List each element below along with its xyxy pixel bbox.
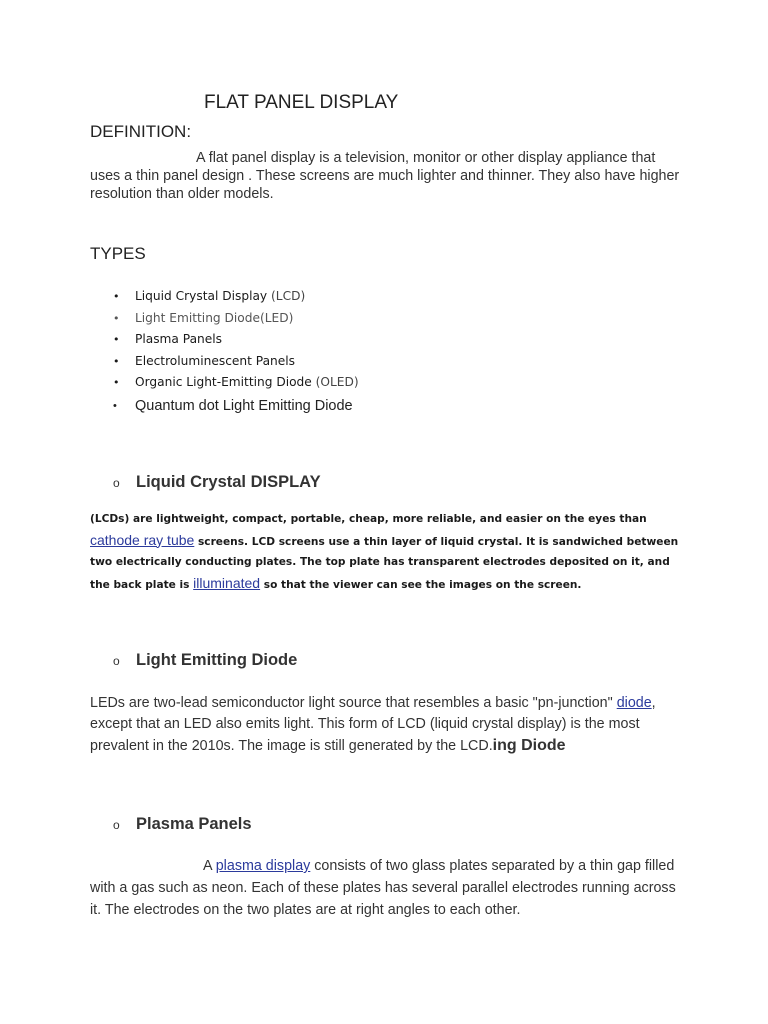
led-text-tail: ing Diode: [492, 737, 566, 754]
led-heading: [113, 651, 297, 670]
bullet-icon: •: [113, 311, 120, 325]
lcd-text-part: so that the viewer can see the images on the screen.: [260, 578, 582, 591]
list-item: [90, 372, 359, 394]
page-title: FLAT PANEL DISPLAY: [204, 92, 399, 113]
list-item: [90, 286, 359, 308]
list-item: [90, 394, 359, 418]
type-abbr: (LCD): [271, 289, 306, 303]
circle-bullet-icon: o: [113, 476, 120, 490]
led-heading-text: Light Emitting Diode: [136, 651, 298, 669]
type-name: Plasma Panels: [135, 332, 222, 347]
definition-heading: DEFINITION:: [90, 122, 192, 141]
definition-text: A flat panel display is a television, monitor or other display appliance that uses a thin panel design . These screens are much lighter and thinner. They also have higher resolution than older models.: [90, 150, 680, 202]
definition-paragraph: [90, 149, 682, 203]
lcd-heading-text: Liquid Crystal DISPLAY: [136, 473, 321, 491]
led-text-part: LEDs are two-lead semiconductor light source that resembles a basic "pn-junction": [90, 695, 617, 711]
cathode-ray-tube-link[interactable]: cathode ray tube: [90, 531, 195, 548]
type-name: Quantum dot Light Emitting Diode: [135, 397, 353, 414]
circle-bullet-icon: o: [113, 818, 120, 832]
plasma-heading: [113, 815, 252, 834]
lcd-text-part: (LCDs) are lightweight, compact, portable, cheap, more reliable, and easier on the eyes than: [90, 513, 647, 525]
plasma-text-part: A: [203, 858, 216, 874]
led-text-part: , except that an LED also emits light. This form of LCD (liquid crystal display) is the most prevalent in the 2010s. The image is still generated by the LCD.: [90, 695, 656, 754]
circle-bullet-icon: o: [113, 654, 120, 668]
list-item: [90, 329, 359, 351]
led-paragraph: [90, 693, 680, 757]
plasma-text-part: consists of two glass plates separated by a thin gap filled with a gas such as neon. Each of these plates has several parallel electrodes running across it. The electrodes on the two plates are at right angles to each other.: [90, 858, 676, 918]
type-name: Organic Light-Emitting Diode: [135, 375, 316, 390]
bullet-icon: •: [113, 354, 120, 368]
diode-link[interactable]: diode: [616, 695, 652, 711]
list-item: [90, 351, 359, 373]
bullet-icon: •: [113, 399, 117, 412]
bullet-icon: •: [113, 376, 120, 390]
lcd-paragraph: [90, 509, 690, 595]
types-list: [90, 286, 359, 418]
plasma-display-link[interactable]: plasma display: [215, 858, 311, 874]
lcd-heading: [113, 473, 321, 492]
type-abbr: (OLED): [315, 375, 359, 390]
lcd-text-part: screens. LCD screens use a thin layer of liquid crystal. It is sandwiched between two electrically conducting plates. The top plate has transparent electrodes deposited on it, and the back plate is: [90, 535, 679, 591]
illuminated-link[interactable]: illuminated: [193, 574, 261, 591]
bullet-icon: •: [113, 333, 120, 347]
plasma-heading-text: Plasma Panels: [136, 815, 252, 833]
types-heading: TYPES: [90, 244, 146, 263]
type-name: Light Emitting Diode(LED): [135, 310, 294, 325]
type-name: Liquid Crystal Display: [135, 289, 272, 303]
type-name: Electroluminescent Panels: [135, 353, 296, 368]
list-item: [90, 308, 359, 330]
plasma-paragraph: [90, 855, 680, 921]
bullet-icon: •: [113, 290, 120, 303]
